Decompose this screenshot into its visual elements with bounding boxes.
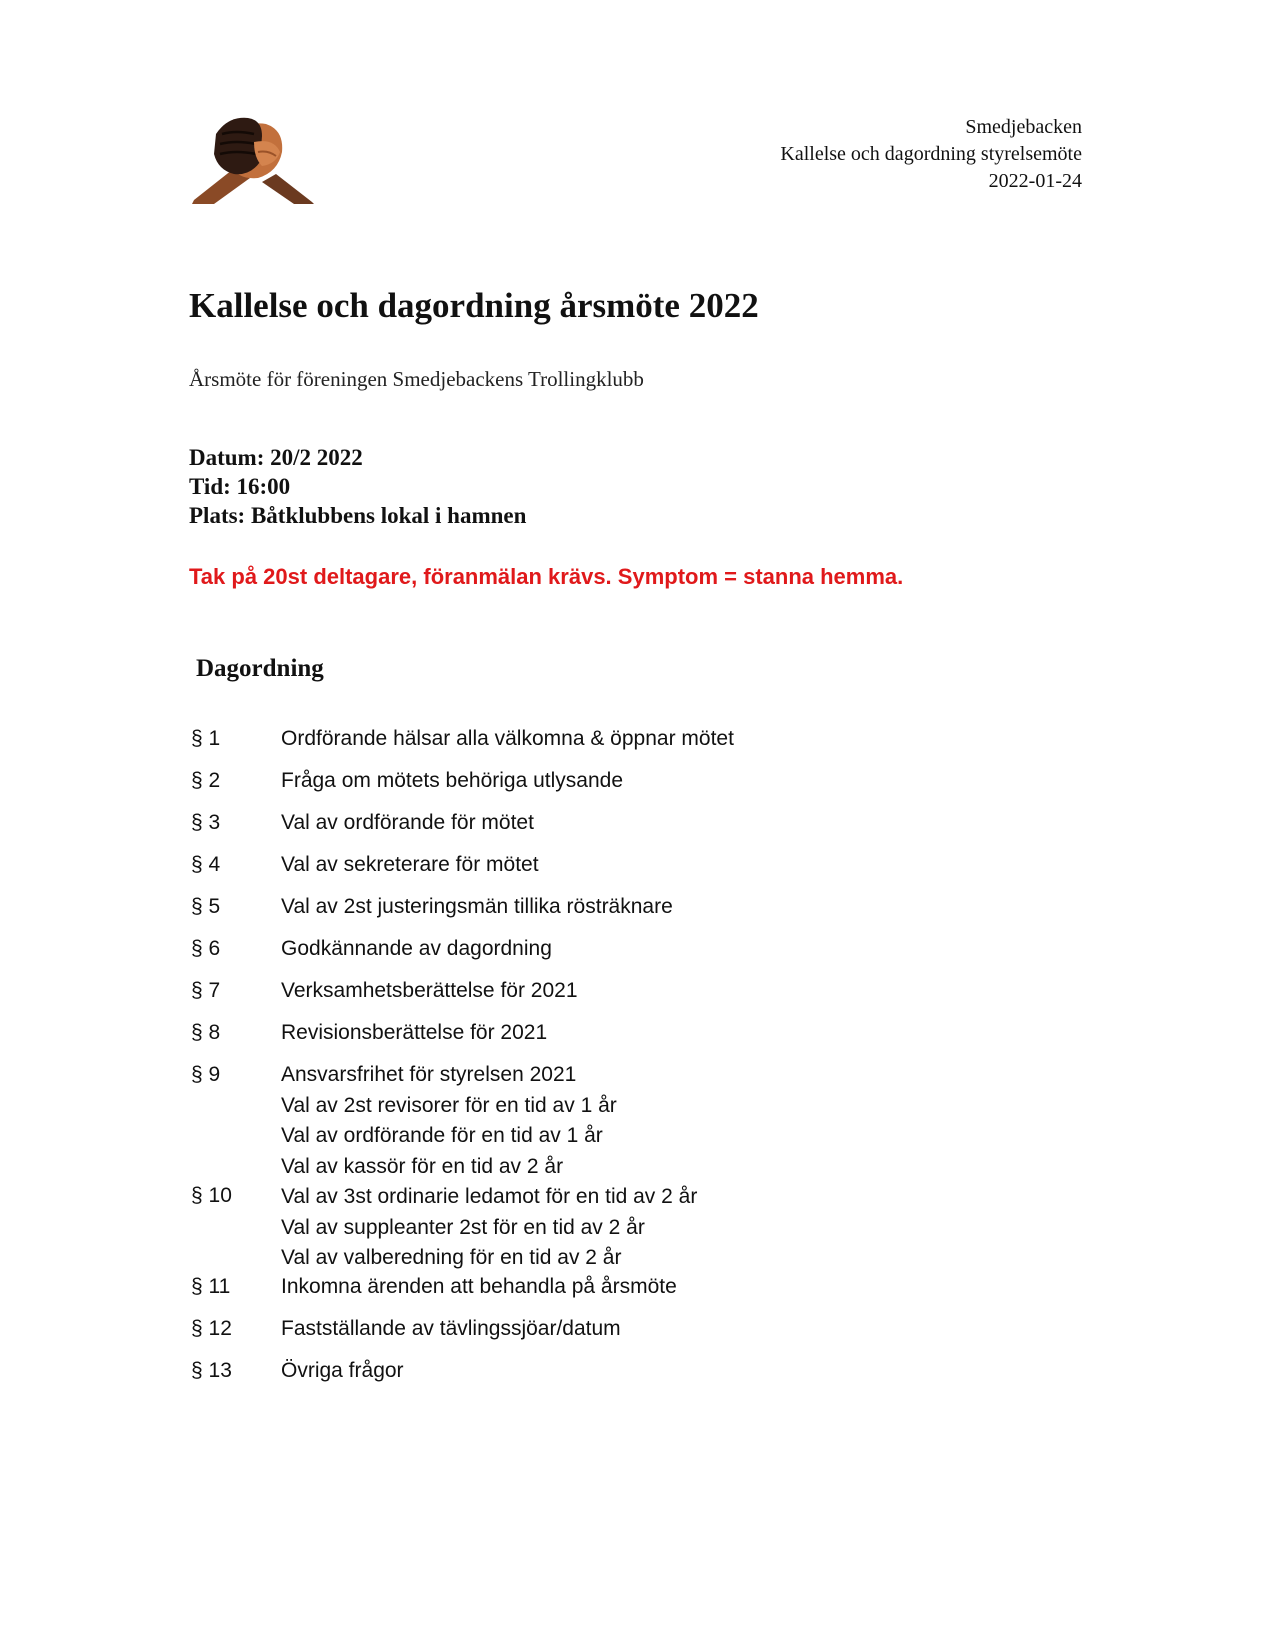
agenda-item-number: § 11 <box>191 1275 231 1298</box>
meeting-date: Datum: 20/2 2022 <box>189 445 363 470</box>
election-line: Val av suppleanter 2st för en tid av 2 år <box>281 1215 645 1239</box>
agenda-item-number: § 12 <box>191 1317 232 1340</box>
elections-list <box>281 1091 697 1274</box>
agenda-list <box>191 725 1091 1399</box>
agenda-item <box>191 977 1091 1019</box>
agenda-item-number: § 6 <box>191 937 221 960</box>
agenda-item-number: § 2 <box>191 769 221 792</box>
agenda-heading: Dagordning <box>196 655 324 682</box>
agenda-item-text: Revisionsberättelse för 2021 <box>281 1021 548 1044</box>
agenda-item-text: Val av sekreterare för mötet <box>281 853 539 876</box>
agenda-item <box>191 809 1091 851</box>
document-header <box>780 114 1082 195</box>
election-line: Val av 3st ordinarie ledamot för en tid av 2 år <box>281 1185 698 1208</box>
meeting-info <box>189 443 526 530</box>
header-date: 2022-01-24 <box>988 170 1082 192</box>
election-line: Val av 2st revisorer för en tid av 1 år <box>281 1093 617 1117</box>
agenda-item-number: § 5 <box>191 895 221 918</box>
attendance-notice: Tak på 20st deltagare, föranmälan krävs. Symptom = stanna hemma. <box>189 564 904 589</box>
agenda-item <box>191 1273 1091 1315</box>
agenda-item-elections <box>191 1093 1091 1269</box>
agenda-item-number: § 13 <box>191 1359 232 1382</box>
agenda-item-text: Övriga frågor <box>281 1359 404 1382</box>
agenda-item <box>191 1315 1091 1357</box>
election-line: Val av kassör för en tid av 2 år <box>281 1154 564 1178</box>
agenda-item-number: § 9 <box>191 1063 221 1086</box>
agenda-item-number: § 1 <box>191 727 221 750</box>
agenda-item <box>191 767 1091 809</box>
agenda-item-text: Ordförande hälsar alla välkomna & öppnar mötet <box>281 727 734 750</box>
clasped-hands-icon <box>192 112 317 204</box>
agenda-item <box>191 851 1091 893</box>
subtitle: Årsmöte för föreningen Smedjebackens Trollingklubb <box>189 367 644 391</box>
page-title: Kallelse och dagordning årsmöte 2022 <box>189 286 759 325</box>
meeting-time: Tid: 16:00 <box>189 474 291 499</box>
header-doc-type: Kallelse och dagordning styrelsemöte <box>780 143 1082 165</box>
agenda-item-number: § 10 <box>191 1184 232 1207</box>
agenda-item-number: § 3 <box>191 811 221 834</box>
election-line: Val av valberedning för en tid av 2 år <box>281 1246 622 1269</box>
agenda-item-text: Val av 2st justeringsmän tillika rösträknare <box>281 895 673 918</box>
agenda-item-number: § 7 <box>191 979 221 1002</box>
agenda-item <box>191 935 1091 977</box>
agenda-item-text: Fastställande av tävlingssjöar/datum <box>281 1317 621 1340</box>
header-town: Smedjebacken <box>965 116 1082 138</box>
election-line: Val av ordförande för en tid av 1 år <box>281 1124 603 1147</box>
agenda-item <box>191 725 1091 767</box>
agenda-item <box>191 1357 1091 1399</box>
agenda-item <box>191 1019 1091 1061</box>
agenda-item-text: Ansvarsfrihet för styrelsen 2021 <box>281 1063 577 1086</box>
agenda-item-text: Verksamhetsberättelse för 2021 <box>281 979 578 1002</box>
agenda-item-number: § 8 <box>191 1021 221 1044</box>
meeting-place: Plats: Båtklubbens lokal i hamnen <box>189 503 527 528</box>
agenda-item-text: Inkomna ärenden att behandla på årsmöte <box>281 1275 677 1298</box>
agenda-item-text: Godkännande av dagordning <box>281 937 552 960</box>
agenda-item-text: Val av ordförande för mötet <box>281 811 534 834</box>
agenda-item <box>191 893 1091 935</box>
agenda-item-number: § 4 <box>191 853 221 876</box>
agenda-item-text: Fråga om mötets behöriga utlysande <box>281 769 624 792</box>
